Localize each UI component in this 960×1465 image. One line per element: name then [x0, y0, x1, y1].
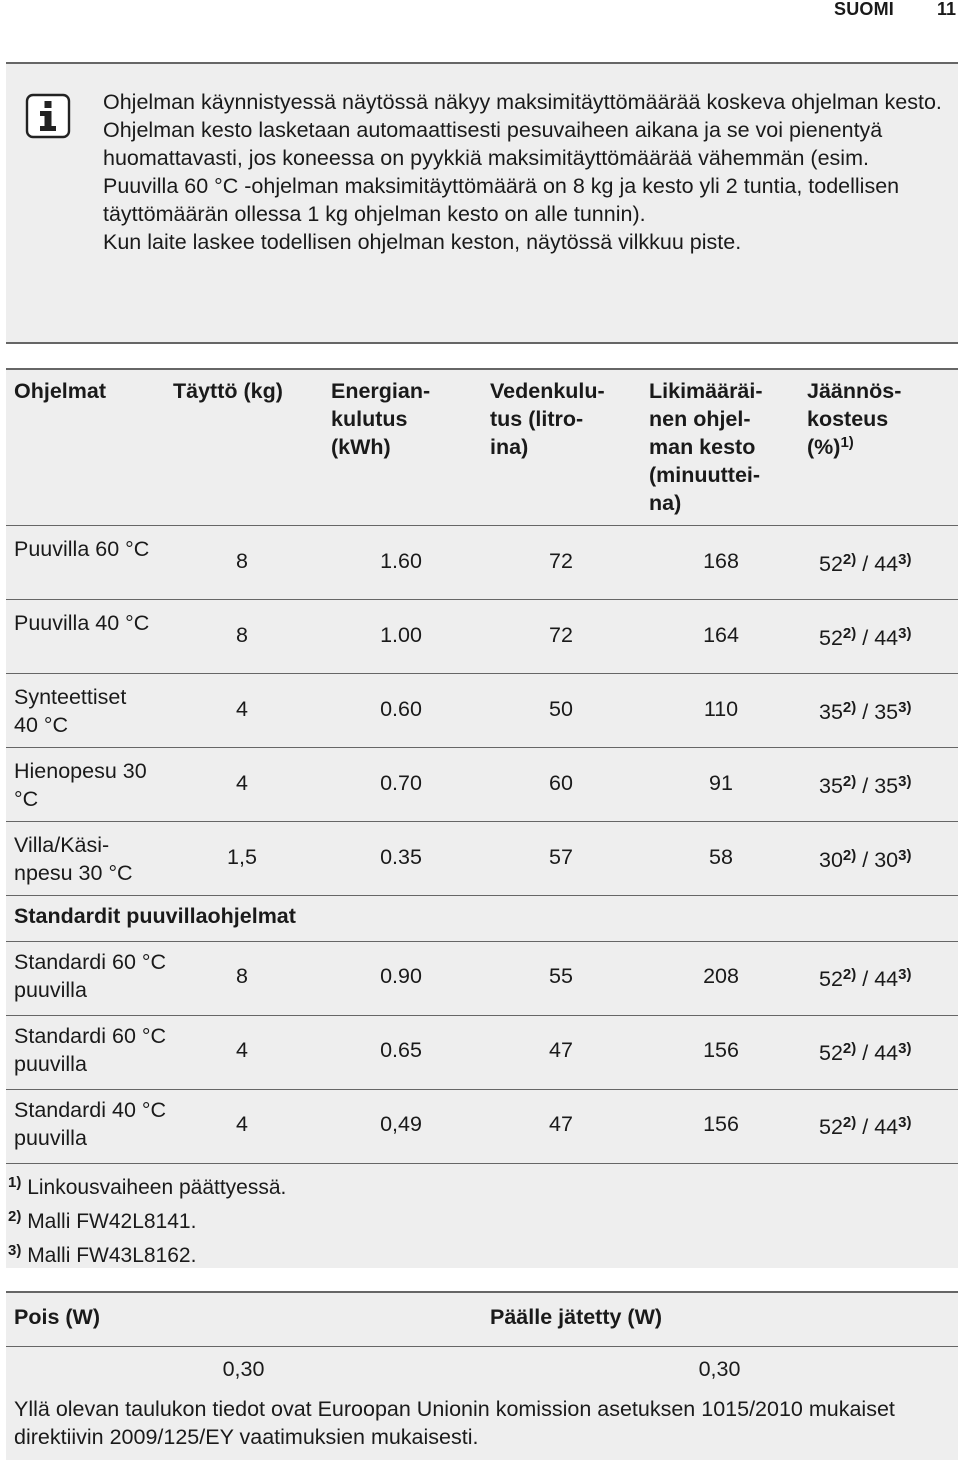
footnote-text: Linkousvaiheen päättyessä. — [27, 1176, 287, 1199]
moisture-value — [819, 550, 954, 578]
footnote-ref: 2) — [842, 1114, 857, 1131]
header-programs: Ohjelmat — [14, 379, 106, 403]
moisture-b: 35 — [874, 774, 899, 798]
program-name: Standardi 60 °C puuvilla — [14, 1024, 167, 1076]
footnote — [8, 1174, 286, 1202]
regulation-note: Yllä olevan taulukon tiedot ovat Euroopan Unionin komission asetuksen 1015/2010 mukaiset direktiivin 2009/125/EY vaatimuksien mukaisesti. — [14, 1397, 895, 1449]
program-name: Puuvilla 60 °C — [14, 537, 150, 561]
power-value-row — [6, 1347, 958, 1392]
table-row — [6, 822, 958, 896]
energy-value: 0.60 — [380, 697, 422, 721]
moisture-value — [819, 772, 954, 800]
footnote-text: Malli FW43L8162. — [27, 1244, 197, 1267]
footnote-ref: 2) — [842, 551, 857, 568]
table-row — [6, 942, 958, 1016]
moisture-a: 35 — [819, 700, 843, 724]
duration-value: 156 — [703, 1112, 739, 1136]
moisture-separator: / — [862, 552, 869, 576]
table-row — [6, 1090, 958, 1164]
moisture-value — [819, 624, 954, 652]
moisture-separator: / — [862, 774, 869, 798]
info-text — [103, 88, 943, 256]
duration-value: 208 — [703, 964, 739, 988]
header-load: Täyttö (kg) — [173, 379, 283, 403]
header-left-on-power: Päälle jätetty (W) — [490, 1305, 663, 1329]
duration-value: 168 — [703, 549, 739, 573]
info-box — [6, 62, 958, 344]
footnote-ref: 2) — [842, 773, 857, 790]
header-off-power: Pois (W) — [14, 1305, 100, 1329]
water-value: 57 — [549, 845, 573, 869]
moisture-a: 52 — [819, 1041, 843, 1065]
footnote-ref: 2) — [842, 847, 857, 864]
moisture-value — [819, 1113, 954, 1141]
water-value: 60 — [549, 771, 573, 795]
load-value: 4 — [236, 697, 248, 721]
standard-heading-row — [6, 896, 958, 942]
water-value: 47 — [549, 1112, 573, 1136]
table-row — [6, 1016, 958, 1090]
load-value: 8 — [236, 623, 248, 647]
footnote — [8, 1208, 196, 1236]
load-value: 4 — [236, 1112, 248, 1136]
info-paragraph: Kun laite laskee todellisen ohjelman keston, näytössä vilkkuu piste. — [103, 230, 742, 254]
footnote-ref: 3) — [898, 1040, 912, 1057]
footnote-mark: 3) — [8, 1242, 22, 1259]
energy-value: 0.65 — [380, 1038, 422, 1062]
water-value: 55 — [549, 964, 573, 988]
footnote-ref: 2) — [842, 966, 857, 983]
moisture-b: 44 — [874, 552, 899, 576]
footnote-ref: 3) — [898, 773, 912, 790]
duration-value: 156 — [703, 1038, 739, 1062]
table-row — [6, 526, 958, 600]
footnote-ref: 1) — [840, 434, 854, 451]
footnote-text: Malli FW42L8141. — [27, 1210, 197, 1233]
consumption-table — [6, 368, 958, 1268]
power-table — [6, 1291, 958, 1392]
header-energy: Energian- kulutus (kWh) — [331, 379, 431, 459]
duration-value: 110 — [703, 697, 739, 721]
energy-value: 0,49 — [380, 1112, 422, 1136]
moisture-b: 35 — [874, 700, 899, 724]
header-duration: Likimääräi- nen ohjel- man kesto (minuuttei- na) — [649, 379, 763, 515]
footnote-ref: 3) — [898, 847, 912, 864]
page-number: 11 — [937, 0, 957, 19]
info-paragraph: Ohjelman kesto lasketaan automaattisesti pesuvaiheen aikana ja se voi pienentyä huomattavasti, jos koneessa on pyykkiä maksimitäyttömäärää vähemmän (esim. Puuvilla 60 °C -ohjelman maksimitäyttömäärä on 8 kg ja kesto yli 2 tuntia, todellisen täyttömäärän ollessa 1 kg ohjelman kesto on alle tunnin). — [103, 118, 900, 226]
moisture-a: 52 — [819, 626, 843, 650]
moisture-a: 52 — [819, 552, 843, 576]
footnote-ref: 3) — [898, 699, 912, 716]
footnote-ref: 2) — [842, 625, 857, 642]
header-water: Vedenkulu- tus (litro- ina) — [490, 379, 605, 459]
energy-value: 0.90 — [380, 964, 422, 988]
footnote-ref: 2) — [842, 1040, 857, 1057]
footnote-ref: 3) — [898, 625, 912, 642]
regulation-note-box — [6, 1390, 958, 1460]
duration-value: 91 — [709, 771, 733, 795]
moisture-separator: / — [862, 1115, 869, 1139]
energy-value: 1.60 — [380, 549, 422, 573]
energy-value: 1.00 — [380, 623, 422, 647]
info-icon — [25, 93, 71, 139]
footnote-ref: 2) — [842, 699, 857, 716]
program-name: Synteettiset 40 °C — [14, 685, 127, 737]
energy-value: 0.70 — [380, 771, 422, 795]
moisture-separator: / — [862, 848, 869, 872]
moisture-b: 44 — [874, 626, 899, 650]
load-value: 8 — [236, 964, 248, 988]
moisture-a: 52 — [819, 1115, 843, 1139]
moisture-a: 35 — [819, 774, 843, 798]
moisture-b: 44 — [874, 1115, 899, 1139]
moisture-separator: / — [862, 967, 869, 991]
table-row — [6, 674, 958, 748]
load-value: 4 — [236, 771, 248, 795]
footnote-ref: 3) — [898, 966, 912, 983]
water-value: 72 — [549, 623, 573, 647]
footnote-mark: 1) — [8, 1174, 22, 1191]
left-on-power-value: 0,30 — [698, 1357, 741, 1381]
off-power-value: 0,30 — [222, 1357, 265, 1381]
moisture-value — [819, 965, 954, 993]
duration-value: 58 — [709, 845, 733, 869]
moisture-separator: / — [862, 1041, 869, 1065]
info-paragraph: Ohjelman käynnistyessä näytössä näkyy maksimitäyttömäärää koskeva ohjelman kesto. — [103, 90, 942, 114]
water-value: 50 — [549, 697, 573, 721]
power-header-row — [6, 1293, 958, 1347]
program-name: Standardi 40 °C puuvilla — [14, 1098, 167, 1150]
footnote-mark: 2) — [8, 1208, 22, 1225]
program-name: Villa/Käsi- npesu 30 °C — [14, 833, 133, 885]
moisture-separator: / — [862, 626, 869, 650]
moisture-value — [819, 846, 954, 874]
load-value: 8 — [236, 549, 248, 573]
header-moisture — [807, 377, 937, 461]
program-name: Puuvilla 40 °C — [14, 611, 150, 635]
energy-value: 0.35 — [380, 845, 422, 869]
moisture-b: 44 — [874, 1041, 899, 1065]
load-value: 1,5 — [227, 845, 257, 869]
moisture-separator: / — [862, 700, 869, 724]
footnote-ref: 3) — [898, 1114, 912, 1131]
moisture-value — [819, 1039, 954, 1067]
footnote — [8, 1242, 196, 1270]
standard-heading: Standardit puuvillaohjelmat — [14, 904, 296, 928]
water-value: 72 — [549, 549, 573, 573]
moisture-b: 30 — [874, 848, 899, 872]
table-row — [6, 600, 958, 674]
water-value: 47 — [549, 1038, 573, 1062]
page-header — [0, 0, 960, 22]
footnote-ref: 3) — [898, 551, 912, 568]
header-moisture-text: Jäännös- kosteus (%) — [807, 379, 902, 459]
table-row — [6, 748, 958, 822]
moisture-a: 30 — [819, 848, 843, 872]
moisture-b: 44 — [874, 967, 899, 991]
program-name: Standardi 60 °C puuvilla — [14, 950, 167, 1002]
moisture-a: 52 — [819, 967, 843, 991]
language-label: SUOMI — [834, 0, 895, 19]
moisture-value — [819, 698, 954, 726]
program-name: Hienopesu 30 °C — [14, 759, 147, 811]
table-header-row — [6, 370, 958, 526]
duration-value: 164 — [703, 623, 739, 647]
load-value: 4 — [236, 1038, 248, 1062]
